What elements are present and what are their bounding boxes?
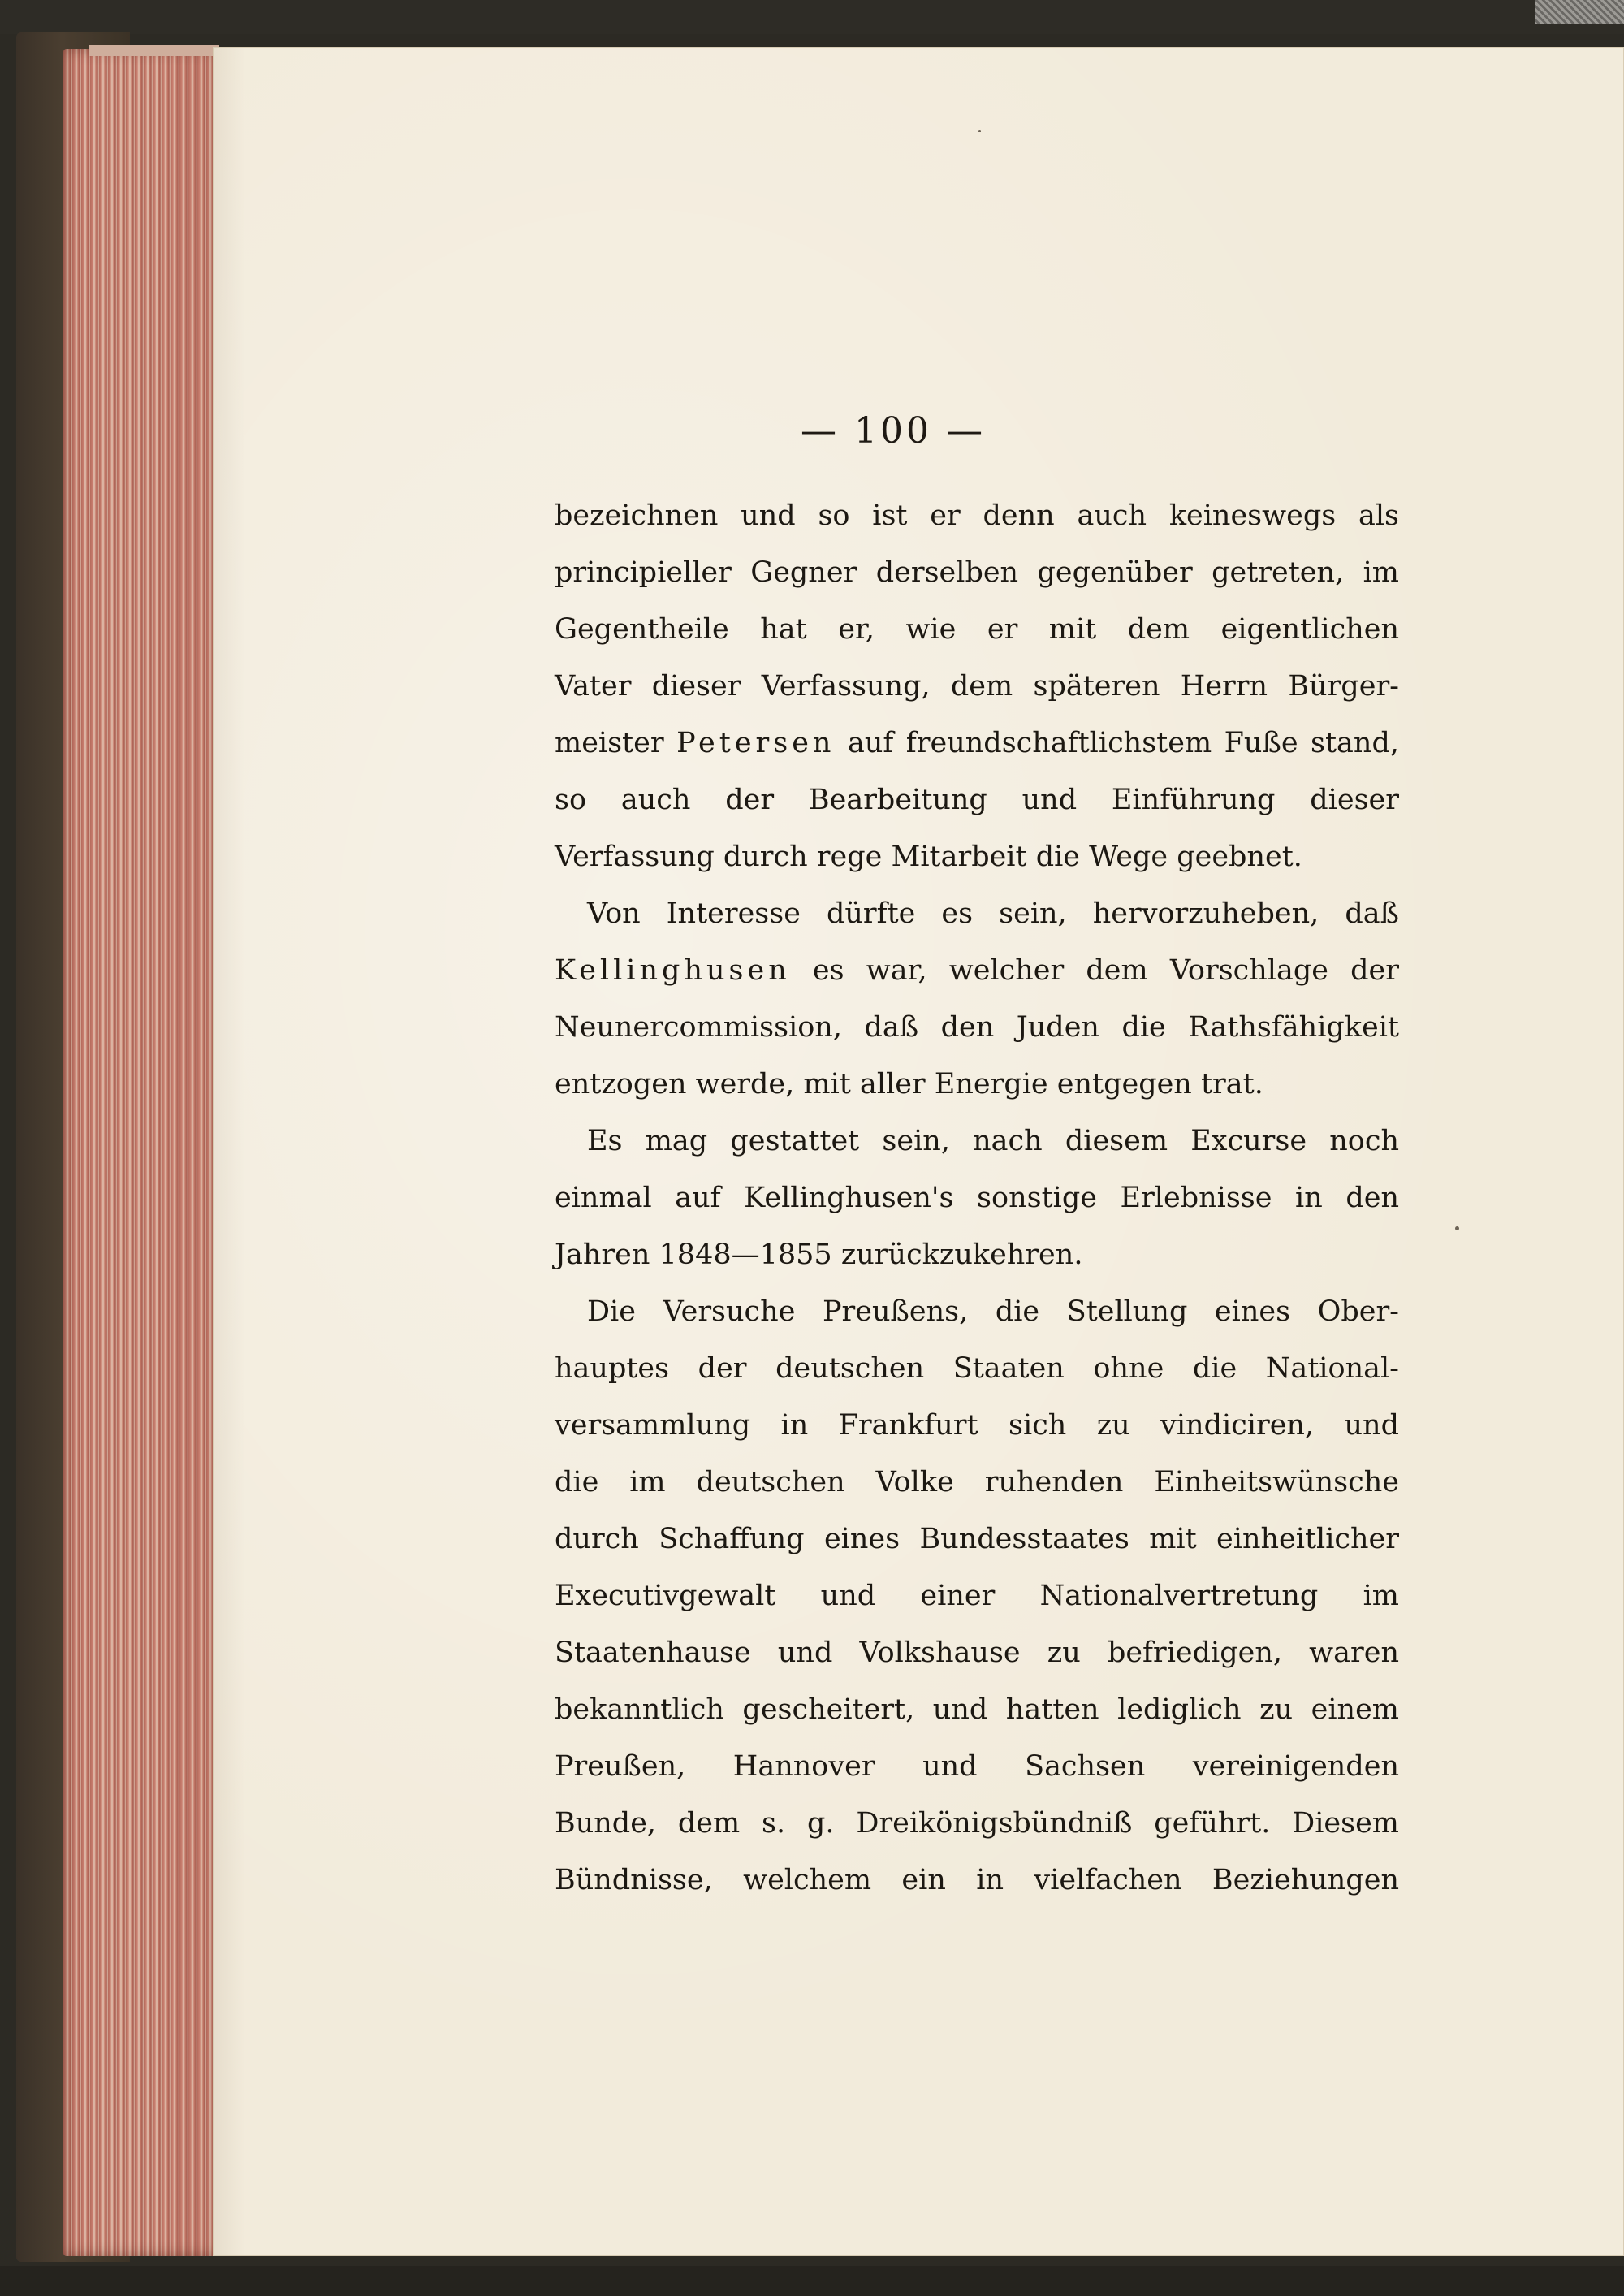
text-line (555, 942, 1399, 999)
text-line: bezeichnen und so ist er denn auch keineswegs als (555, 499, 1399, 532)
text-line: so auch der Bearbeitung und Einführung dieser (555, 784, 1399, 816)
text-line: einmal auf Kellinghusen's sonstige Erlebnisse in den (555, 1182, 1399, 1214)
text-line: Die Versuche Preußens, die Stellung eines Ober- (587, 1295, 1399, 1328)
body-text (555, 487, 1399, 1909)
text-line: principieller Gegner derselben gegenüber getreten, im (555, 556, 1399, 589)
text-line: Preußen, Hannover und Sachsen vereinigenden (555, 1750, 1399, 1783)
text-line: Neunercommission, daß den Juden die Rathsfähigkeit (555, 1011, 1399, 1044)
text-line: Bündnisse, welchem ein in vielfachen Beziehungen (555, 1864, 1399, 1896)
text-line: Verfassung durch rege Mitarbeit die Wege geebnet. (555, 841, 1302, 873)
text-line: Jahren 1848—1855 zurückzukehren. (555, 1239, 1083, 1271)
spaced-name: Petersen (676, 727, 836, 759)
text-line: durch Schaffung eines Bundesstaates mit einheitlicher (555, 1523, 1399, 1555)
text-segment: auf freundschaftlichstem Fuße stand, (835, 727, 1399, 759)
text-line: Es mag gestattet sein, nach diesem Excurse noch (587, 1125, 1399, 1157)
page-number: — 100 — (801, 410, 986, 452)
text-line: Gegentheile hat er, wie er mit dem eigentlichen (555, 613, 1399, 646)
text-segment: meister (555, 727, 677, 759)
scan-corner-mark (1535, 0, 1624, 24)
spaced-name: Kellinghusen (555, 954, 791, 987)
background-bottom (0, 2266, 1624, 2296)
text-line: bekanntlich gescheitert, und hatten lediglich zu einem (555, 1693, 1399, 1726)
page-edges-stack (63, 49, 218, 2256)
paper-speck (1455, 1226, 1459, 1230)
text-line: Staatenhause und Volkshause zu befriedigen, waren (555, 1637, 1399, 1669)
text-line: entzogen werde, mit aller Energie entgegen trat. (555, 1068, 1263, 1100)
text-line: Vater dieser Verfassung, dem späteren Herrn Bürger- (555, 670, 1399, 703)
text-line: hauptes der deutschen Staaten ohne die National- (555, 1352, 1399, 1385)
text-line: Executivgewalt und einer Nationalvertretung im (555, 1580, 1399, 1612)
text-line: Bunde, dem s. g. Dreikönigsbündniß geführt. Diesem (555, 1807, 1399, 1840)
background-top (0, 0, 1624, 34)
text-segment: es war, welcher dem Vorschlage der (790, 954, 1399, 987)
text-line: versammlung in Frankfurt sich zu vindiciren, und (555, 1409, 1399, 1442)
paper-speck (978, 130, 981, 132)
text-line (555, 715, 1399, 772)
text-line: Von Interesse dürfte es sein, hervorzuheben, daß (587, 897, 1399, 930)
text-line: die im deutschen Volke ruhenden Einheitswünsche (555, 1466, 1399, 1498)
page-edges-top (89, 45, 219, 56)
